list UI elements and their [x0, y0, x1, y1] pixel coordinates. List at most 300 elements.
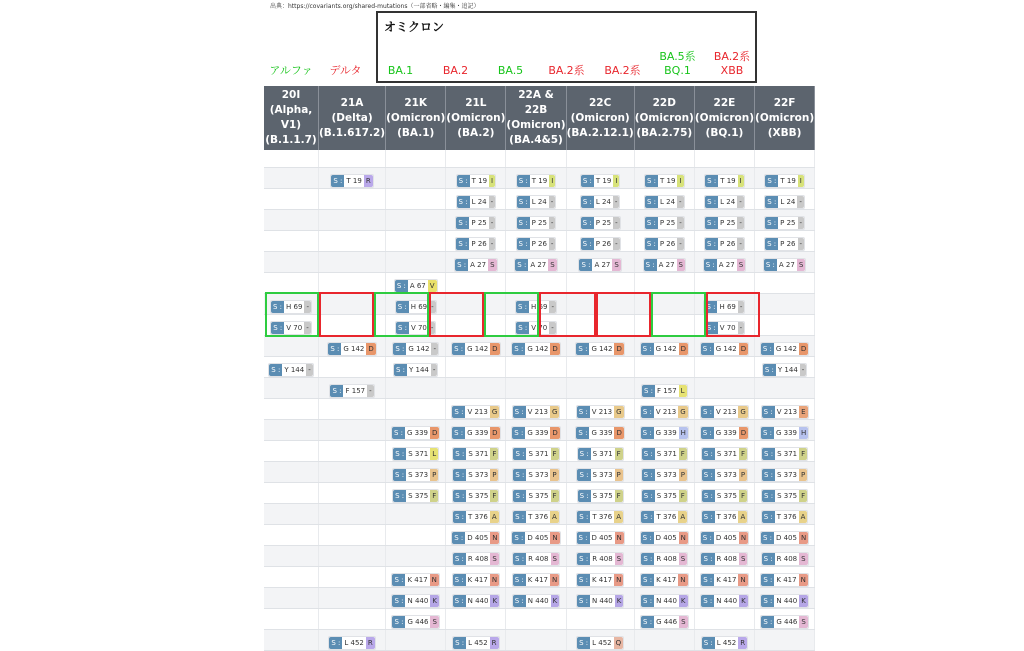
mutation-chip — [391, 573, 439, 587]
mutation-chip — [764, 174, 805, 188]
gene-tag: S : — [706, 239, 716, 248]
mutation-chip — [640, 426, 689, 440]
mutation-cell — [446, 167, 506, 188]
mutation-cell — [694, 482, 754, 503]
gene-tag: S : — [763, 617, 773, 626]
mutation-cell — [755, 293, 815, 314]
gene-tag: S : — [703, 470, 713, 479]
mutation-aa: K — [432, 596, 437, 605]
mutation-chip — [700, 573, 748, 587]
mutation-aa: Q — [615, 638, 622, 647]
mutation-cell — [566, 419, 634, 440]
gene-tag: S : — [642, 533, 652, 542]
mutation-cell — [755, 482, 815, 503]
mutation-cell — [755, 377, 815, 398]
mutation-chip — [452, 573, 500, 587]
mutation-chip — [512, 573, 560, 587]
mutation-cell — [446, 377, 506, 398]
mutation-position: T 376 — [468, 512, 488, 521]
mutation-aa: F — [801, 491, 806, 500]
deletion-present-box — [484, 292, 539, 337]
mutation-position: L 24 — [780, 197, 796, 206]
mutation-chip — [764, 216, 805, 230]
mutation-position: L 24 — [660, 197, 676, 206]
mutation-aa: F — [492, 449, 497, 458]
mutation-aa: F — [740, 491, 745, 500]
mutation-cell — [319, 587, 386, 608]
mutation-chip — [762, 363, 807, 377]
mutation-cell — [386, 608, 446, 629]
column-header: 22A & 22B (Omicron) (BA.4&5) — [506, 86, 566, 150]
mutation-chip — [455, 216, 496, 230]
column-header: 21L (Omicron) (BA.2) — [446, 86, 506, 150]
mutation-chip — [456, 174, 497, 188]
mutation-chip — [516, 195, 557, 209]
gene-tag: S : — [644, 386, 654, 395]
mutation-chip — [644, 195, 685, 209]
mutation-chip — [514, 258, 557, 272]
mutation-position: P 25 — [720, 218, 736, 227]
mutation-position: S 375 — [408, 491, 429, 500]
mutation-cell — [319, 566, 386, 587]
mutation-chip — [704, 174, 745, 188]
mutation-aa: F — [740, 449, 745, 458]
mutation-cell — [319, 482, 386, 503]
gene-tag: S : — [515, 470, 525, 479]
mutation-chip — [452, 552, 500, 566]
mutation-cell — [755, 230, 815, 251]
mutation-chip — [452, 510, 500, 524]
mutation-row — [264, 150, 815, 167]
mutation-cell — [446, 524, 506, 545]
mutation-cell — [506, 272, 566, 293]
mutation-aa: K — [741, 596, 746, 605]
gene-tag: S : — [515, 554, 525, 563]
mutation-aa: N — [552, 533, 558, 542]
mutation-chip — [577, 489, 624, 503]
mutation-chip — [576, 468, 623, 482]
gene-tag: S : — [642, 428, 652, 437]
mutation-aa: - — [801, 365, 805, 374]
gene-tag: S : — [514, 533, 524, 542]
mutation-aa: N — [551, 575, 558, 584]
mutation-position: D 405 — [467, 533, 489, 542]
mutation-position: Y 144 — [777, 365, 798, 374]
mutation-chip — [391, 615, 440, 629]
mutation-cell — [694, 440, 754, 461]
mutation-aa: D — [740, 428, 747, 437]
gene-tag: S : — [767, 239, 777, 248]
mutation-chip — [576, 636, 624, 650]
mutation-aa: - — [739, 197, 742, 206]
mutation-aa: S — [614, 260, 619, 269]
mutation-aa: V — [429, 281, 435, 290]
gene-tag: S : — [643, 554, 653, 563]
mutation-cell — [755, 566, 815, 587]
mutation-cell — [694, 230, 754, 251]
mutation-aa: D — [800, 344, 807, 353]
mutation-position: G 446 — [776, 617, 798, 626]
mutation-position: N 440 — [407, 596, 429, 605]
mutation-position: L 452 — [468, 638, 488, 647]
mutation-cell — [319, 167, 386, 188]
gene-tag: S : — [767, 197, 777, 206]
gene-tag: S : — [578, 344, 588, 353]
mutation-position: A 27 — [718, 260, 735, 269]
mutation-aa: - — [550, 197, 554, 206]
gene-tag: S : — [395, 470, 405, 479]
mutation-position: S 373 — [776, 470, 797, 479]
mutation-position: P 26 — [720, 239, 736, 248]
mutation-cell — [319, 461, 386, 482]
mutation-aa: H — [800, 428, 807, 437]
gene-tag: S : — [647, 176, 657, 185]
mutation-position: S 373 — [716, 470, 737, 479]
gene-tag: S : — [702, 344, 712, 353]
mutation-cell — [264, 440, 319, 461]
mutation-cell — [319, 440, 386, 461]
variant-label: BA.2系 XBB — [713, 50, 751, 77]
mutation-row — [264, 524, 815, 545]
mutation-cell — [506, 251, 566, 272]
mutation-position: T 19 — [720, 176, 736, 185]
source-note: 出典：https://covariants.org/shared-mutations（一部省略・編集・追記） — [270, 3, 480, 10]
gene-tag: S : — [397, 323, 407, 332]
mutation-cell — [506, 566, 566, 587]
mutation-aa: - — [490, 239, 494, 248]
mutation-cell — [264, 335, 319, 356]
mutation-position: S 373 — [408, 470, 429, 479]
mutation-position: P 25 — [471, 218, 487, 227]
mutation-position: H 69 — [719, 302, 736, 311]
gene-tag: S : — [703, 596, 713, 605]
mutation-position: P 26 — [780, 239, 796, 248]
mutation-chip — [511, 426, 560, 440]
mutation-aa: F — [616, 491, 621, 500]
mutation-aa: D — [616, 344, 622, 353]
mutation-row — [264, 482, 815, 503]
mutation-aa: A — [740, 512, 746, 521]
mutation-cell — [755, 419, 815, 440]
mutation-aa: A — [680, 512, 686, 521]
mutation-position: S 373 — [528, 470, 549, 479]
mutation-cell — [755, 608, 815, 629]
mutation-cell — [264, 545, 319, 566]
mutation-cell — [634, 482, 694, 503]
mutation-position: N 440 — [591, 596, 613, 605]
mutation-cell — [694, 587, 754, 608]
mutation-cell — [319, 230, 386, 251]
mutation-cell — [755, 314, 815, 335]
gene-tag: S : — [703, 638, 713, 647]
mutation-cell — [386, 524, 446, 545]
mutation-position: K 417 — [467, 575, 488, 584]
mutation-aa: N — [680, 575, 686, 584]
mutation-position: S 371 — [468, 449, 489, 458]
deletion-absent-box — [706, 292, 760, 337]
mutation-cell — [694, 167, 754, 188]
mutation-aa: F — [616, 449, 621, 458]
gene-tag: S : — [515, 491, 525, 500]
mutation-cell — [694, 335, 754, 356]
mutation-aa: K — [616, 596, 622, 605]
mutation-position: S 375 — [468, 491, 489, 500]
mutation-chip — [512, 447, 559, 461]
mutation-aa: R — [491, 638, 497, 647]
mutation-row — [264, 419, 815, 440]
mutation-row — [264, 209, 815, 230]
mutation-chip — [512, 510, 560, 524]
mutation-aa: - — [431, 302, 434, 311]
mutation-cell — [506, 461, 566, 482]
mutation-position: P 25 — [659, 218, 676, 227]
mutation-cell — [755, 335, 815, 356]
mutation-position: V 213 — [716, 407, 737, 416]
mutation-cell — [694, 377, 754, 398]
mutation-chip — [392, 447, 439, 461]
mutation-position: K 417 — [407, 575, 428, 584]
mutation-row — [264, 629, 815, 650]
mutation-aa: N — [800, 533, 807, 542]
mutation-cell — [446, 629, 506, 650]
mutation-aa: S — [738, 260, 744, 269]
mutation-cell — [566, 566, 634, 587]
gene-tag: S : — [579, 449, 589, 458]
mutation-position: D 405 — [655, 533, 677, 542]
mutation-chip — [511, 531, 560, 545]
gene-tag: S : — [394, 596, 404, 605]
gene-tag: S : — [579, 638, 589, 647]
mutation-chip — [640, 594, 688, 608]
mutation-cell — [694, 461, 754, 482]
mutation-chip — [455, 237, 496, 251]
mutation-aa: D — [492, 344, 498, 353]
mutation-cell — [634, 251, 694, 272]
gene-tag: S : — [702, 533, 712, 542]
mutation-cell — [755, 188, 815, 209]
gene-tag: S : — [764, 491, 774, 500]
variant-label: BA.5 — [497, 64, 524, 77]
mutation-position: N 440 — [527, 596, 549, 605]
mutation-position: N 440 — [776, 596, 798, 605]
mutation-chip — [700, 405, 749, 419]
gene-tag: S : — [455, 638, 465, 647]
gene-tag: S : — [395, 344, 405, 353]
gene-tag: S : — [273, 323, 283, 332]
mutation-chip — [640, 573, 688, 587]
variant-label: BA.1 — [387, 64, 414, 77]
gene-tag: S : — [646, 239, 656, 248]
mutation-position: S 371 — [528, 449, 549, 458]
deletion-present-box — [265, 292, 319, 337]
mutation-aa: D — [616, 428, 622, 437]
mutation-position: P 26 — [595, 239, 612, 248]
gene-tag: S : — [454, 575, 464, 584]
gene-tag: S : — [581, 260, 591, 269]
mutation-position: T 376 — [716, 512, 737, 521]
mutation-cell — [566, 629, 634, 650]
mutation-aa: - — [432, 365, 436, 374]
mutation-aa: - — [490, 218, 494, 227]
mutation-cell — [386, 503, 446, 524]
mutation-position: V 70 — [286, 323, 303, 332]
mutation-cell — [264, 524, 319, 545]
mutation-row — [264, 461, 815, 482]
gene-tag: S : — [518, 302, 528, 311]
mutation-chip — [512, 594, 560, 608]
gene-tag: S : — [643, 617, 653, 626]
mutation-cell — [264, 566, 319, 587]
mutation-cell — [264, 167, 319, 188]
mutation-cell — [634, 461, 694, 482]
mutation-cell — [634, 272, 694, 293]
column-header: 22D (Omicron) (BA.2.75) — [634, 86, 694, 150]
mutation-cell — [634, 419, 694, 440]
mutation-cell — [446, 272, 506, 293]
gene-tag: S : — [579, 470, 589, 479]
mutation-cell — [446, 209, 506, 230]
mutation-position: V 70 — [719, 323, 736, 332]
mutation-position: S 375 — [528, 491, 549, 500]
mutation-cell — [386, 209, 446, 230]
mutation-chip — [640, 405, 689, 419]
mutation-cell — [694, 272, 754, 293]
mutation-cell — [634, 545, 694, 566]
gene-tag: S : — [458, 176, 468, 185]
mutation-position: D 405 — [715, 533, 737, 542]
mutation-cell — [446, 482, 506, 503]
gene-tag: S : — [706, 218, 716, 227]
mutation-chip — [575, 426, 624, 440]
mutation-chip — [700, 531, 749, 545]
mutation-position: V 213 — [591, 407, 613, 416]
gene-tag: S : — [458, 239, 468, 248]
mutation-cell — [386, 566, 446, 587]
mutation-position: L 452 — [592, 638, 612, 647]
mutation-position: V 213 — [527, 407, 548, 416]
mutation-cell — [264, 188, 319, 209]
mutation-chip — [512, 489, 559, 503]
mutation-cell — [319, 150, 386, 167]
mutation-chip — [641, 489, 688, 503]
mutation-aa: F — [552, 491, 557, 500]
mutation-aa: P — [432, 470, 437, 479]
mutation-cell — [319, 188, 386, 209]
mutation-chip — [451, 426, 500, 440]
mutation-aa: K — [492, 596, 498, 605]
gene-tag: S : — [643, 491, 653, 500]
mutation-cell — [634, 587, 694, 608]
gene-tag: S : — [767, 218, 777, 227]
mutation-aa: I — [739, 176, 742, 185]
mutation-cell — [264, 503, 319, 524]
gene-tag: S : — [395, 365, 405, 374]
mutation-chip — [516, 216, 557, 230]
mutation-chip — [764, 237, 805, 251]
mutation-aa: - — [550, 239, 554, 248]
mutation-cell — [386, 398, 446, 419]
mutation-aa: - — [679, 218, 682, 227]
mutation-cell — [755, 461, 815, 482]
mutation-position: S 375 — [777, 491, 798, 500]
mutation-cell — [319, 251, 386, 272]
gene-tag: S : — [762, 344, 772, 353]
mutation-position: S 373 — [656, 470, 677, 479]
mutation-aa: P — [552, 470, 557, 479]
gene-tag: S : — [646, 218, 656, 227]
mutation-cell — [755, 545, 815, 566]
mutation-cell — [634, 629, 694, 650]
mutation-cell — [319, 524, 386, 545]
mutation-position: G 142 — [591, 344, 613, 353]
mutation-cell — [755, 356, 815, 377]
mutation-position: A 67 — [409, 281, 426, 290]
mutation-cell — [319, 356, 386, 377]
mutation-cell — [634, 230, 694, 251]
mutation-aa: - — [799, 239, 803, 248]
mutation-aa: - — [739, 323, 743, 332]
mutation-chip — [701, 468, 748, 482]
mutation-position: S 371 — [716, 449, 737, 458]
mutation-aa: S — [492, 554, 497, 563]
gene-tag: S : — [582, 218, 592, 227]
mutation-chip — [760, 615, 809, 629]
gene-tag: S : — [705, 260, 715, 269]
mutation-cell — [446, 398, 506, 419]
mutation-aa: - — [369, 386, 372, 395]
mutation-position: D 405 — [527, 533, 549, 542]
mutation-cell — [319, 398, 386, 419]
mutation-cell — [319, 629, 386, 650]
mutation-chip — [703, 258, 746, 272]
mutation-aa: - — [550, 218, 554, 227]
mutation-aa: S — [681, 617, 686, 626]
mutation-position: L 24 — [471, 197, 487, 206]
mutation-chip — [452, 489, 499, 503]
mutation-aa: S — [616, 554, 622, 563]
column-header: 22C (Omicron) (BA.2.12.1) — [566, 86, 634, 150]
mutation-cell — [634, 566, 694, 587]
mutation-aa: E — [801, 407, 806, 416]
mutation-chip — [701, 510, 749, 524]
mutation-chip — [576, 552, 624, 566]
mutation-cell — [566, 150, 634, 167]
gene-tag: S : — [397, 302, 407, 311]
gene-tag: S : — [454, 554, 464, 563]
mutation-position: D 405 — [591, 533, 613, 542]
gene-tag: S : — [706, 323, 716, 332]
mutation-aa: A — [491, 512, 497, 521]
deletion-absent-box — [319, 292, 374, 337]
mutation-cell — [446, 440, 506, 461]
mutation-cell — [386, 482, 446, 503]
column-header: 21K (Omicron) (BA.1) — [386, 86, 446, 150]
mutation-cell — [506, 188, 566, 209]
mutation-position: T 19 — [595, 176, 612, 185]
gene-tag: S : — [454, 428, 464, 437]
mutation-cell — [506, 608, 566, 629]
mutation-position: P 26 — [531, 239, 547, 248]
mutation-aa: P — [492, 470, 497, 479]
gene-tag: S : — [454, 344, 464, 353]
mutation-position: F 157 — [345, 386, 366, 395]
gene-tag: S : — [703, 407, 713, 416]
mutation-aa: S — [678, 260, 683, 269]
mutation-position: G 339 — [775, 428, 797, 437]
gene-tag: S : — [582, 176, 592, 185]
mutation-aa: - — [615, 239, 618, 248]
mutation-chip — [329, 384, 374, 398]
